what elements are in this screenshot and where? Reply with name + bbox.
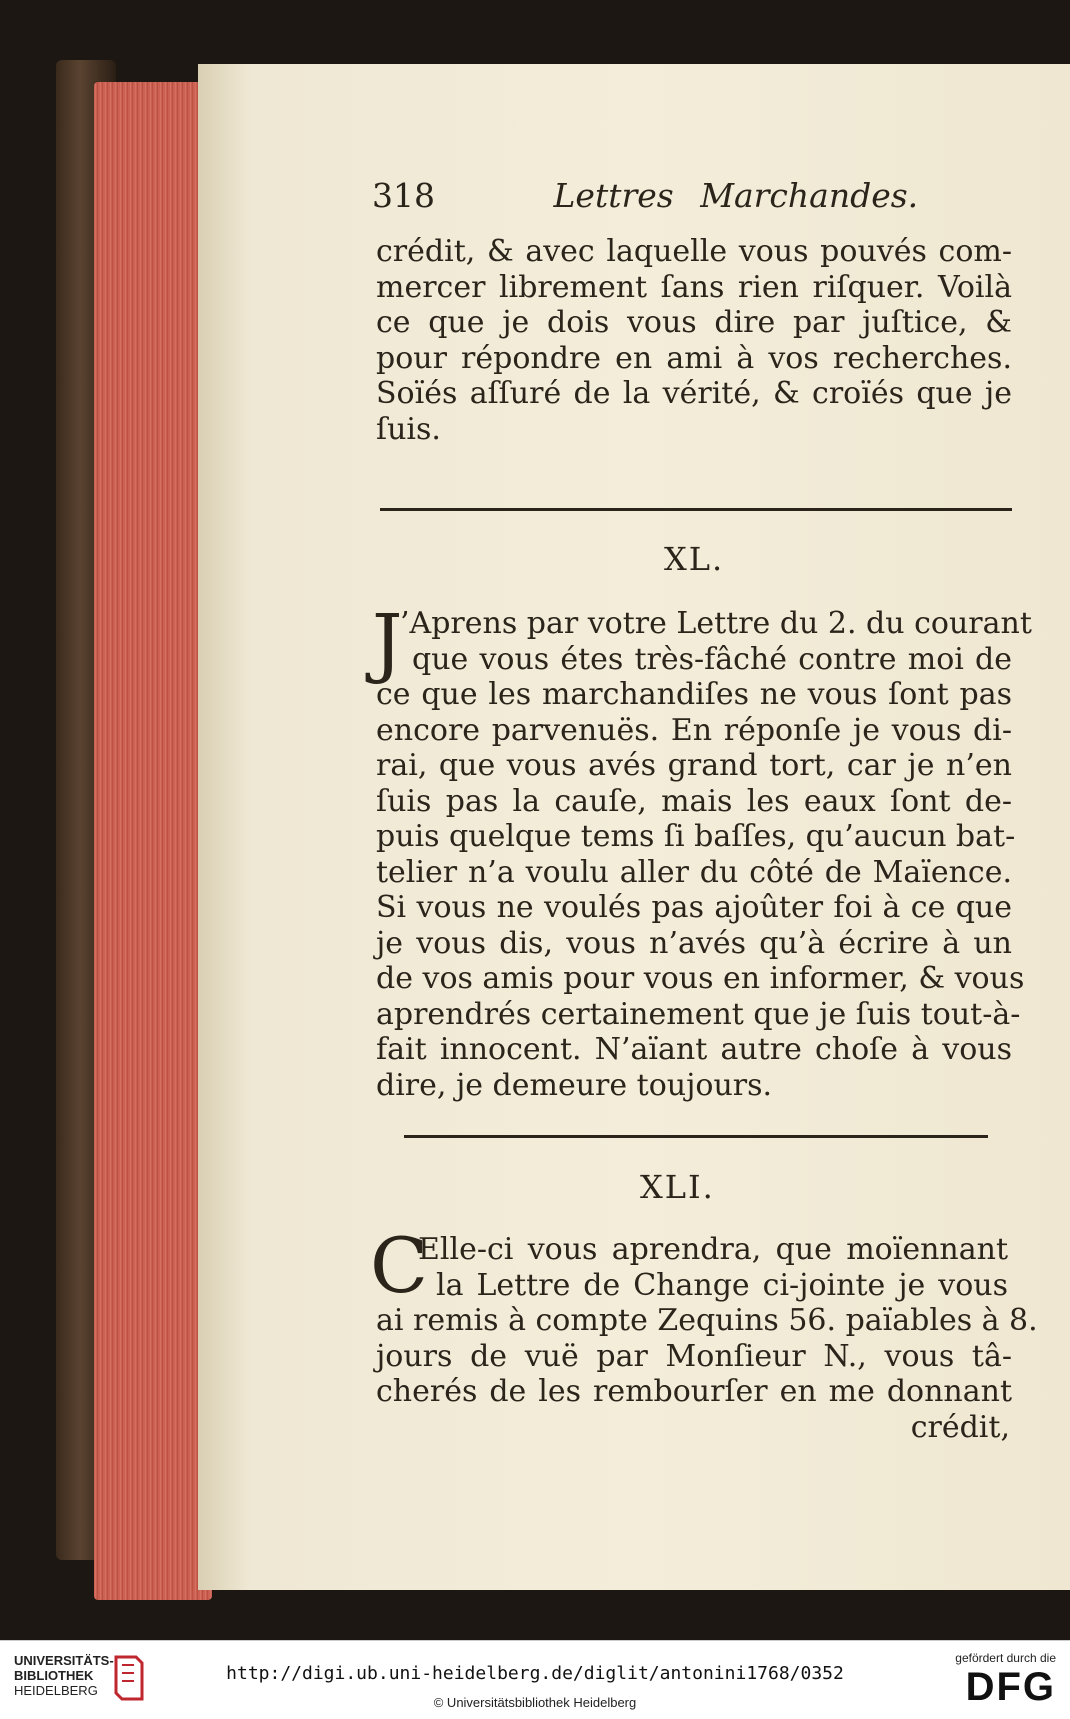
copyright-text: © Universitätsbibliothek Heidelberg: [433, 1695, 637, 1710]
text-line: que vous étes très-fâché contre moi de: [412, 641, 1012, 677]
text-line: pour répondre en ami à vos recherches.: [376, 340, 1012, 376]
dfg-logo: DFG: [965, 1665, 1056, 1709]
text-line: de vos amis pour vous en informer, & vous: [376, 961, 1025, 996]
letter-40-second-line-wrap: [412, 642, 1012, 678]
catchword-wrap: [910, 1410, 1010, 1446]
text-line: dire, je demeure toujours.: [376, 1067, 773, 1103]
text-line: encore parvenuës. En réponſe je vous di-: [376, 712, 1012, 748]
library-line: BIBLIOTHEK: [14, 1668, 94, 1683]
permalink-url[interactable]: http://digi.ub.uni-heidelberg.de/diglit/antonini1768/0352: [226, 1663, 844, 1684]
text-line: mercer librement ſans rien riſquer. Voilà: [376, 269, 1012, 305]
letter-40-heading: XL.: [664, 540, 725, 578]
text-line: jours de vuë par Monſieur N., vous tâ-: [376, 1338, 1012, 1374]
letter-40-text: [376, 677, 1025, 1103]
library-line: UNIVERSITÄTS-: [14, 1653, 114, 1668]
viewer-footer: [0, 1640, 1070, 1719]
catchword: crédit,: [910, 1410, 1010, 1445]
section-rule: [380, 508, 1012, 511]
letter-41-heading: XLI.: [640, 1168, 715, 1206]
text-line: cherés de les rembourſer en me donnant: [376, 1374, 1012, 1409]
text-line: ce que je dois vous dire par juſtice, &: [376, 305, 1012, 340]
text-line: ai remis à compte Zequins 56. païables à 8.: [376, 1303, 1038, 1338]
text-line: ſuis pas la cauſe, mais les eaux ſont de-: [376, 783, 1012, 819]
text-line: crédit, & avec laquelle vous pouvés com-: [376, 234, 1012, 269]
library-line: HEIDELBERG: [14, 1683, 98, 1698]
letter-40-dropcap: J: [372, 597, 403, 686]
text-line: Elle-ci vous aprendra, que moïennant: [418, 1232, 1008, 1267]
text-line: ſuis.: [376, 411, 441, 447]
letter-41-text: [376, 1303, 1038, 1410]
text-line: aprendrés certainement que je ſuis tout-à-: [376, 996, 1021, 1032]
continuation-text: [376, 234, 1012, 447]
text-line: Soïés aſſuré de la vérité, & croïés que je: [376, 376, 1012, 411]
text-line: fait innocent. N’aïant autre choſe à vous: [376, 1032, 1012, 1067]
text-line: ce que les marchandiſes ne vous ſont pas: [376, 677, 1012, 712]
funding-label: gefördert durch die: [955, 1651, 1056, 1665]
running-head: [372, 176, 918, 215]
section-rule: [404, 1135, 988, 1138]
page-edges-red: [94, 82, 212, 1600]
letter-41-dropcap: C: [370, 1221, 429, 1310]
letter-41-first-line-wrap: [418, 1232, 1008, 1268]
text-line: rai, que vous avés grand tort, car je n’en: [376, 748, 1012, 783]
text-line: telier n’a voulu aller du côté de Maïence.: [376, 854, 1012, 890]
text-line: ’Aprens par votre Lettre du 2. du courant: [400, 606, 1032, 641]
text-line: la Lettre de Change ci-jointe je vous: [436, 1267, 1008, 1303]
letter-40-first-line-wrap: [400, 606, 1032, 642]
text-line: je vous dis, vous n’avés qu’à écrire à un: [376, 925, 1012, 961]
running-title: Lettres Marchandes.: [553, 176, 919, 215]
page-number: 318: [372, 176, 435, 215]
letter-41-second-line-wrap: [436, 1268, 1008, 1304]
text-line: puis quelque tems ſi baſſes, qu’aucun bat-: [376, 819, 1016, 854]
text-line: Si vous ne voulés pas ajoûter foi à ce que: [376, 890, 1012, 925]
